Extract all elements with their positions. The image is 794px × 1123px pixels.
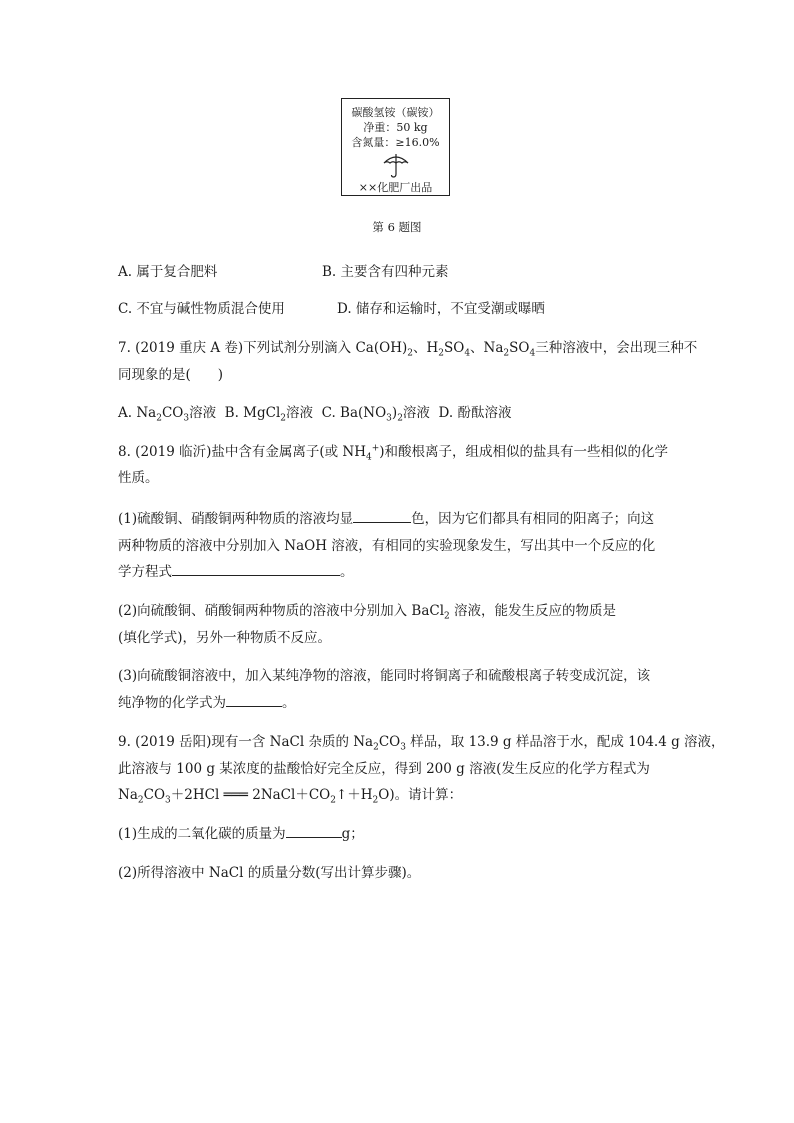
q8-part1-line2: 两种物质的溶液中分别加入 NaOH 溶液，有相同的实验现象发生，写出其中一个反应的化: [118, 538, 656, 554]
q8-part2-line1: (2)向硫酸铜、硝酸铜两种物质的溶液中分别加入 BaCl$_2$ 溶液，能发生反应的物质是: [118, 603, 617, 622]
label-manufacturer: ××化肥厂出品: [358, 181, 433, 194]
q7-option-a: A. $Na_2CO_3$溶液: [118, 405, 217, 424]
q8-part2-line2: (填化学式)，另外一种物质不反应。: [118, 630, 332, 646]
q8-part1-line1: (1)硫酸铜、硝酸铜两种物质的溶液均显 色，因为它们都具有相同的阳离子；向这: [118, 507, 654, 527]
q9-part2: (2)所得溶液中 NaCl 的质量分数(写出计算步骤)。: [118, 865, 421, 881]
q7-option-b: B. MgCl$_2$溶液: [224, 405, 314, 424]
q7-option-c: C. $Ba(NO_3)_2$溶液: [321, 405, 430, 424]
q7-options: [118, 401, 512, 424]
label-nitrogen-content: 含氮量：≥16.0%: [351, 136, 440, 149]
label-net-weight: 净重：50 kg: [363, 121, 428, 134]
q8-part3-line2: 纯净物的化学式为 。: [118, 691, 296, 711]
q7-stem-line2: 同现象的是( ): [118, 367, 224, 383]
q8-part3-line1: (3)向硫酸铜溶液中，加入某纯净物的溶液，能同时将铜离子和硫酸根离子转变成沉淀，该: [118, 668, 651, 684]
q6-option-d: D. 储存和运输时，不宜受潮或曝晒: [337, 301, 545, 317]
q8-part1-line3: 学方程式 。: [118, 560, 354, 580]
q7-stem-line1: 7. (2019 重庆 A 卷)下列试剂分别滴入 $Ca(OH)_2$、$H_2SO_4$、$Na_2SO_4$三种溶液中，会出现三种不: [118, 340, 698, 359]
umbrella-icon: [381, 150, 411, 180]
q6-option-c: C. 不宜与碱性物质混合使用: [118, 301, 285, 317]
answer-blank-equation[interactable]: [172, 561, 340, 576]
fertilizer-label: [341, 98, 450, 196]
q8-stem-line2: 性质。: [118, 470, 159, 486]
q9-stem-line2: 此溶液与 100 g 某浓度的盐酸恰好完全反应，得到 200 g 溶液(发生反应的化学方程式为: [118, 761, 650, 777]
q6-option-b: B. 主要含有四种元素: [322, 264, 449, 280]
figure-caption: 第 6 题图: [372, 220, 422, 234]
q8-stem-line1: 8. (2019 临沂)盐中含有金属离子(或 $NH_4^+$)和酸根离子，组成相似的盐具有一些相似的化学: [118, 443, 669, 463]
label-product-name: 碳酸氢铵（碳铵）: [351, 106, 440, 119]
q6-option-a: A. 属于复合肥料: [118, 264, 218, 280]
q9-part1: (1)生成的二氧化碳的质量为 g；: [118, 822, 364, 842]
q9-stem-line1: 9. (2019 岳阳)现有一含 NaCl 杂质的 $Na_2CO_3$ 样品，取 13.9 g 样品溶于水，配成 104.4 g 溶液，: [118, 734, 725, 753]
answer-blank-color[interactable]: [353, 508, 411, 523]
q7-option-d: D. 酚酞溶液: [438, 405, 512, 421]
answer-blank-formula[interactable]: [226, 692, 282, 707]
answer-blank-co2-mass[interactable]: [286, 823, 342, 838]
q9-equation-line: $Na_2CO_3+2HCl$ ═══ $2NaCl+CO_2↑+H_2O$)。请计算：: [118, 787, 463, 806]
